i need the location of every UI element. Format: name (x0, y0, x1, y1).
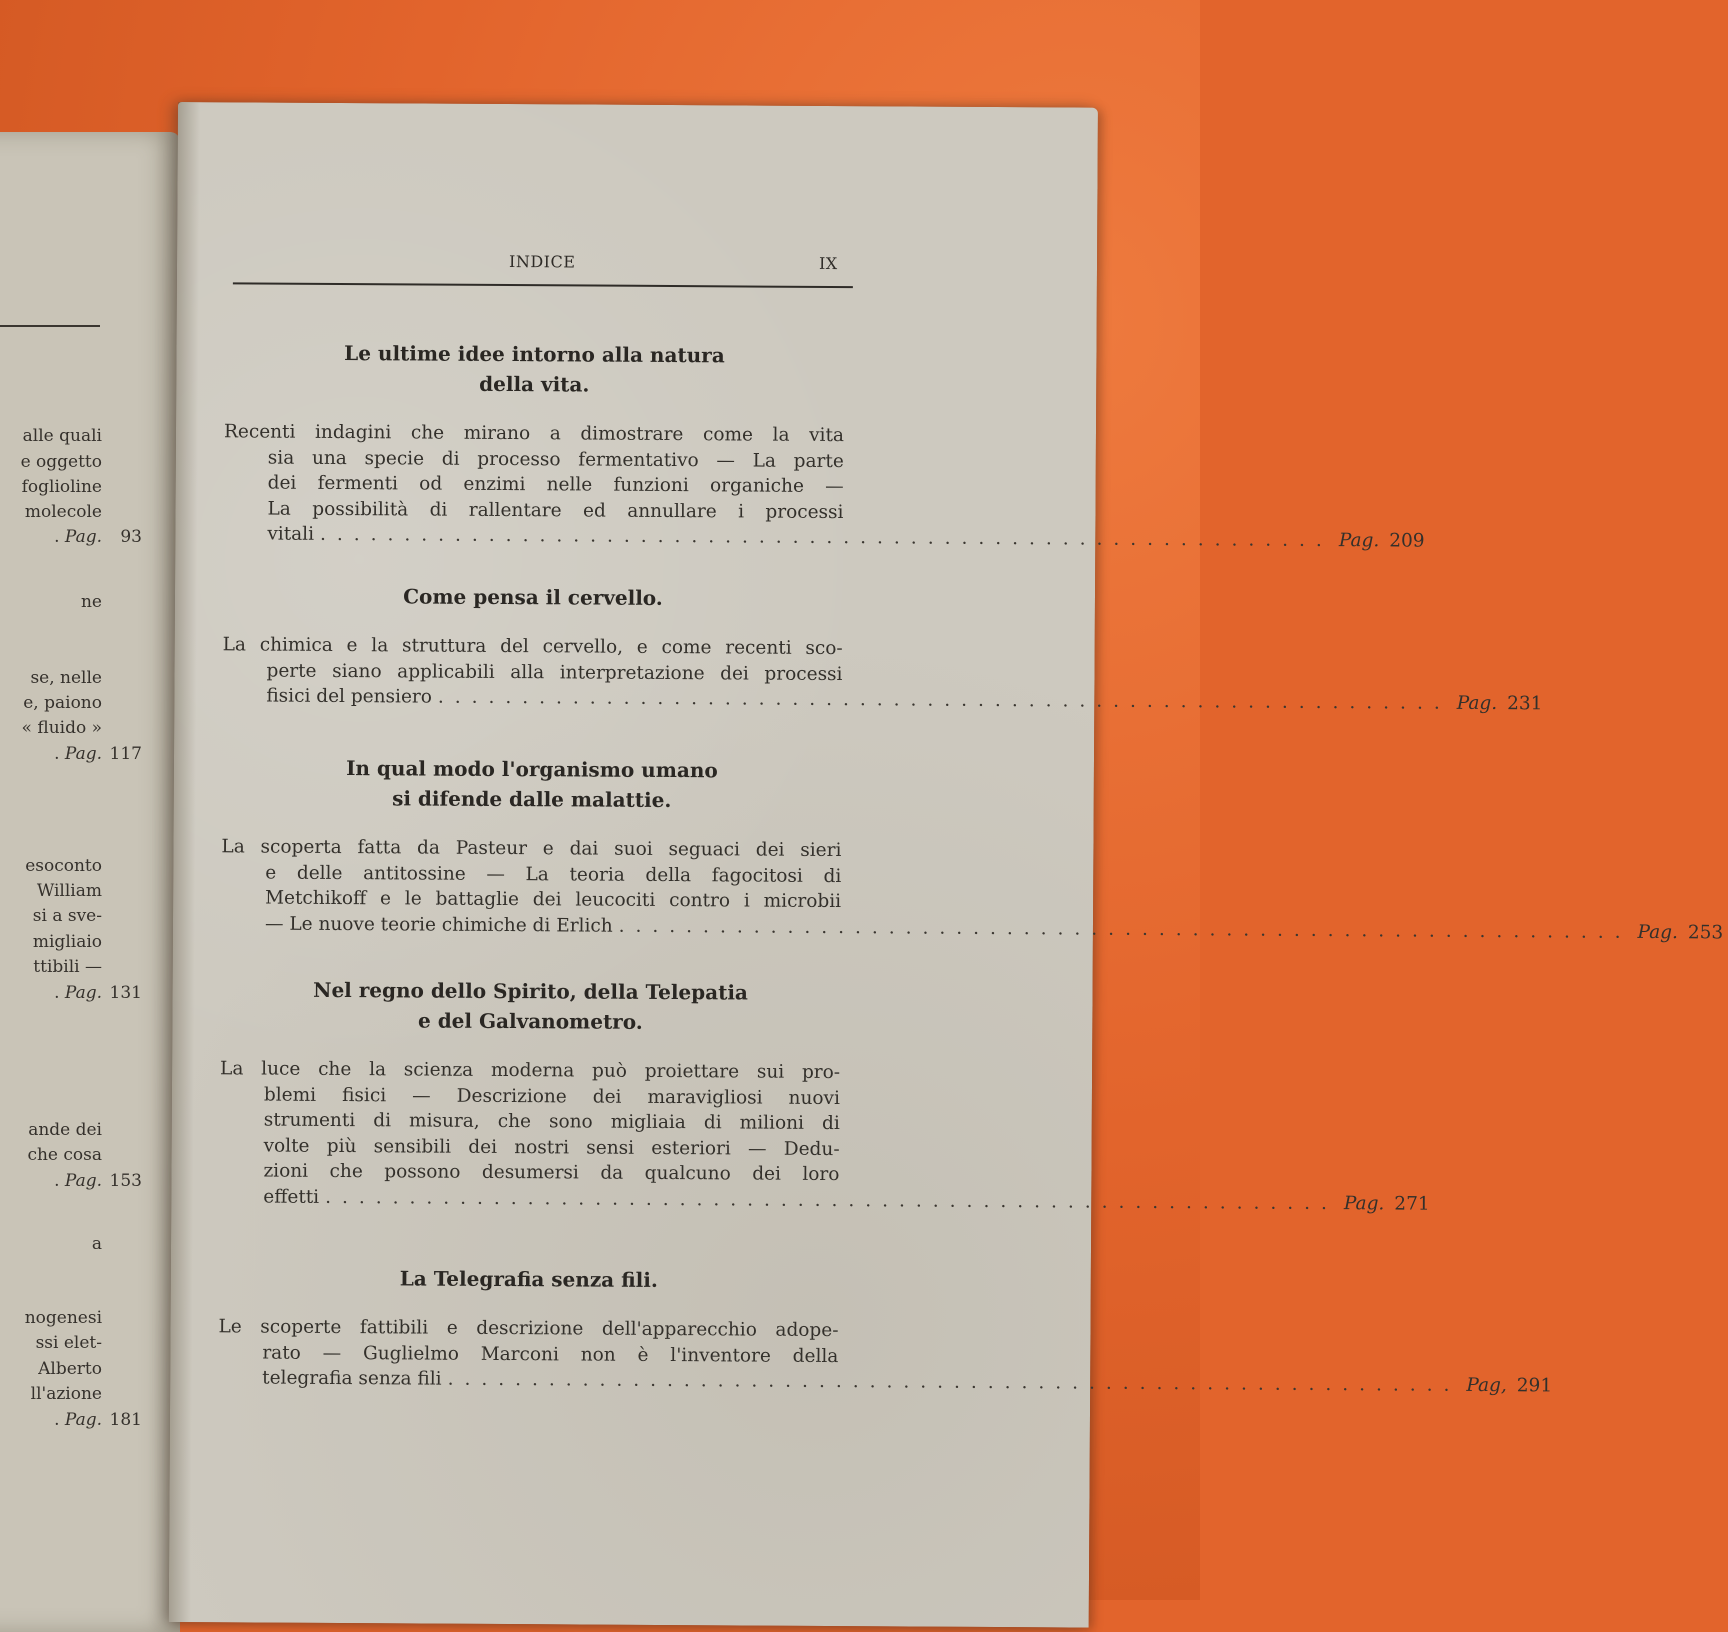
right-page (169, 102, 1724, 1628)
dot-leader: ............................................................ (618, 915, 1632, 943)
pag-label: Pag. (1338, 530, 1380, 552)
chapter-summary (222, 632, 1543, 715)
left-page-line: ande dei (28, 1120, 102, 1140)
left-page-page-number: 93 (120, 527, 142, 547)
left-page-line: a (91, 1234, 102, 1254)
summary-line: sia una specie di processo fermentativo — La parte (267, 447, 844, 472)
left-page-pag-label: Pag. (64, 1410, 102, 1430)
running-head-title: INDICE (508, 252, 576, 272)
chapter-title-line: In qual modo l'organismo umano (346, 756, 718, 783)
summary-last-line (223, 521, 1425, 552)
left-page-rule (0, 325, 100, 327)
summary-line: Le scoperte fattibili e descrizione dell'apparecchio adope- (218, 1316, 839, 1342)
left-page-line: ttibili — (33, 957, 102, 977)
summary-line: — Le nuove teorie chimiche di Erlich (264, 913, 613, 937)
chapter-summary (221, 834, 1724, 943)
left-page-line: ssi elet- (35, 1333, 102, 1353)
summary-last-line (221, 911, 1724, 943)
left-page-line: nogenesi (24, 1308, 102, 1328)
left-page-line: . Pag. 153 (54, 1171, 142, 1191)
summary-line: vitali (267, 523, 315, 545)
page-reference: 209 (1389, 530, 1425, 552)
pag-label: Pag. (1343, 1192, 1385, 1214)
chapter-title (222, 752, 842, 816)
left-page-line: . Pag. 93 (54, 527, 142, 547)
left-page-line: « fluido » (21, 718, 102, 738)
summary-last-line (222, 683, 1543, 715)
left-page-line: migliaio (32, 932, 102, 952)
summary-line: La scoperta fatta da Pasteur e dai suoi seguaci dei sieri (221, 836, 842, 862)
left-page-line: Alberto (38, 1359, 102, 1379)
chapter-summary (223, 419, 1425, 552)
summary-line: rato — Guglielmo Marconi non è l'inventore della (262, 1342, 839, 1367)
left-page-line: ll'azione (30, 1384, 102, 1404)
summary-line: La possibilità di rallentare ed annullare i processi (267, 498, 844, 523)
summary-line: La luce che la scienza moderna può proiettare sui pro- (220, 1058, 841, 1084)
page-reference: 291 (1516, 1375, 1553, 1397)
page-reference: 271 (1394, 1192, 1430, 1215)
summary-line: effetti (263, 1186, 320, 1208)
chapter-title-line: si difende dalle malattie. (392, 786, 672, 813)
left-page-line: ne (80, 592, 102, 612)
toc-entry (221, 752, 1724, 943)
left-page-pag-label: Pag. (64, 744, 102, 764)
summary-line: telegrafia senza fili (262, 1367, 442, 1390)
summary-last-line (218, 1365, 1553, 1397)
chapter-summary (219, 1056, 1430, 1215)
toc-entry (218, 1262, 1553, 1397)
left-page-line: e oggetto (20, 452, 102, 472)
left-page-line: se, nelle (30, 668, 102, 688)
left-page-pag-label: Pag. (64, 1171, 102, 1191)
pag-label: Pag. (1456, 692, 1498, 715)
left-page (0, 132, 180, 1632)
header-rule (233, 282, 853, 288)
left-page-page-number: 181 (109, 1410, 142, 1430)
summary-line: La chimica e la struttura del cervello, e come recenti sco- (222, 634, 843, 660)
left-page-line: si a sve- (32, 906, 102, 926)
toc-entry (223, 337, 1425, 552)
chapter-title (223, 580, 843, 614)
toc-entry (219, 974, 1430, 1215)
left-page-line: . Pag. 131 (54, 983, 142, 1003)
chapter-title-line: Come pensa il cervello. (403, 584, 663, 610)
toc-entry (222, 580, 1543, 715)
left-page-page-number: 153 (109, 1171, 142, 1191)
left-page-page-number: 131 (109, 983, 142, 1003)
chapter-title-line: Nel regno dello Spirito, della Telepatia (313, 977, 749, 1005)
left-page-line: William (36, 881, 102, 901)
page-reference: 231 (1507, 693, 1543, 715)
left-page-line: e, paiono (23, 693, 102, 713)
dot-leader: ............................................................ (319, 523, 1333, 552)
pag-label: Pag, (1466, 1374, 1507, 1397)
left-page-pag-label: Pag. (64, 983, 102, 1003)
dot-leader: ............................................................ (325, 1186, 1339, 1214)
chapter-title (220, 974, 840, 1038)
pag-label: Pag. (1637, 921, 1678, 943)
left-page-page-number: 117 (109, 744, 142, 764)
page-number: IX (818, 253, 838, 274)
page-reference: 253 (1687, 921, 1724, 943)
left-page-line: foglioline (21, 477, 102, 497)
dot-leader: ............................................................ (437, 686, 1451, 714)
summary-line: perte siano applicabili alla interpretazione dei processi (266, 660, 843, 685)
summary-line: fisici del pensiero (266, 685, 432, 708)
summary-line: strumenti di misura, che sono migliaia di milioni di (263, 1109, 840, 1135)
chapter-title (219, 1262, 839, 1296)
chapter-title (224, 337, 844, 401)
summary-last-line (219, 1184, 1430, 1215)
chapter-title-line: La Telegrafia senza fili. (399, 1266, 658, 1292)
left-page-line: . Pag. 117 (54, 744, 142, 764)
left-page-line: che cosa (27, 1145, 102, 1165)
chapter-title-line: Le ultime idee intorno alla natura (344, 341, 725, 368)
dot-leader: ............................................................ (447, 1368, 1461, 1396)
left-page-line: molecole (24, 502, 102, 522)
summary-line: zioni che possono desumersi da qualcuno dei loro (263, 1160, 840, 1186)
running-head (177, 250, 1097, 278)
left-page-line: alle quali (22, 426, 102, 446)
summary-line: Recenti indagini che mirano a dimostrare come la vita (223, 421, 845, 447)
chapter-title-line: e del Galvanometro. (417, 1008, 643, 1034)
left-page-line: esoconto (25, 856, 102, 876)
summary-line: e delle antitossine — La teoria della fagocitosi di (265, 862, 842, 887)
summary-line: volte più sensibili dei nostri sensi esteriori — Dedu- (263, 1135, 840, 1160)
chapter-summary (218, 1314, 1553, 1397)
left-page-pag-label: Pag. (64, 527, 102, 547)
summary-line: dei fermenti od enzimi nelle funzioni organiche — (267, 472, 844, 498)
left-page-line: . Pag. 181 (54, 1410, 142, 1430)
summary-line: Metchikoff e le battaglie dei leucociti contro i microbii (265, 887, 842, 913)
summary-line: blemi fisici — Descrizione dei maravigliosi nuovi (263, 1084, 840, 1109)
chapter-title-line: della vita. (479, 371, 590, 397)
